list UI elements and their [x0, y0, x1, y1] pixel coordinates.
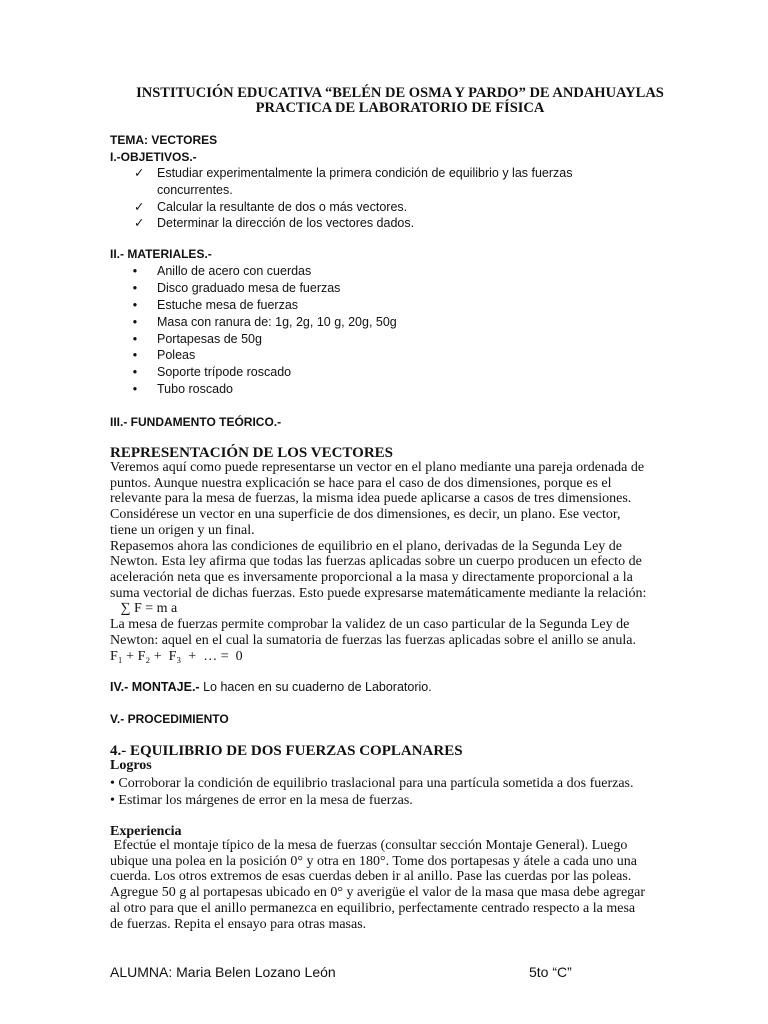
montaje-row: [110, 680, 432, 694]
bullet-icon: •: [132, 365, 138, 379]
text-line: cuerda. Los otros extremos de esas cuerdas deben ir al anillo. Pase las cuerdas por las poleas.: [110, 869, 632, 885]
text-line: tiene un origen y un final.: [110, 522, 255, 538]
list-item: • Corroborar la condición de equilibrio traslacional para una partícula sometida a dos fuerzas.: [110, 776, 634, 791]
text-line: La mesa de fuerzas permite comprobar la validez de un caso particular de la Segunda Ley de: [110, 617, 630, 633]
fundamento-text: [110, 460, 670, 665]
text-line: relevante para la mesa de fuerzas, la misma idea puede aplicarse a casos de tres dimensiones.: [110, 491, 632, 507]
fundamento-heading: III.- FUNDAMENTO TEÓRICO.-: [110, 415, 282, 429]
checkmark-icon: ✓: [134, 200, 145, 214]
text-line: Efectúe el montaje típico de la mesa de fuerzas (consultar sección Montaje General). Luego: [110, 838, 628, 853]
experiencia-text: [110, 838, 670, 932]
bullet-icon: •: [132, 264, 138, 278]
montaje-text: Lo hacen en su cuaderno de Laboratorio.: [199, 680, 432, 694]
tema-heading: TEMA: VECTORES: [110, 133, 218, 147]
list-item: • Estimar los márgenes de error en la mesa de fuerzas.: [110, 793, 413, 808]
text-line: de fuerzas. Repita el ensayo para otras masas.: [110, 916, 367, 932]
text-line: al otro para que el anillo permanezca en equilibrio, perfectamente centrado respecto a la mesa: [110, 900, 636, 916]
document-page: INSTITUCIÓN EDUCATIVA “BELÉN DE OSMA Y PARDO” DE ANDAHUAYLAS PRACTICA DE LABORATORIO DE FÍSICA TEMA: VECTORES I.-OBJETIVOS.- ✓ Estudiar experimentalmente la primera condición de equilibrio y las fuerzas concurrentes. ✓ Calcular la resultante de dos o más vectores. ✓ Determinar la dirección de los vectores dados. II.- MATERIALES.- • Anillo de acero con cuerdas • Disco graduado mesa de fuerzas • Estuche mesa de fuerzas • Masa con ranura de: 1g, 2g, 10 g, 20g, 50g • Portapesas de 50g • Poleas • Soporte trípode roscado • Tubo roscado III.- FUNDAMENTO TEÓRICO.- REPRESENTACIÓN DE LOS VECTORES Veremos aquí como puede representarse un vector en el plano mediante una pareja ordenada de puntos. Aunque nuestra explicación se hace para el caso de dos dimensiones, porque es el relevante para la mesa de fuerzas, la misma idea puede aplicarse a casos de tres dimensiones. Considérese un vector en una superficie de dos dimensiones, es decir, un plano. Ese vector, tiene un origen y un final. Repasemos ahora las condiciones de equilibrio en el plano, derivadas de la Segunda Ley de Newton. Esta ley afirma que todas las fuerzas aplicadas sobre un cuerpo producen un efecto de aceleración neta que es inversamente proporcional a la masa y directamente proporcional a la suma vectorial de dichas fuerzas. Esto puede expresarse matemáticamente mediante la relación: ∑ F = m a La mesa de fuerzas permite comprobar la validez de un caso particular de la Segunda Ley de Newton: aquel en el cual la sumatoria de fuerzas las fuerzas aplicadas sobre el anillo se anula. F₁ + F₂ + F₃ + … = 0 IV.- MONTAJE.- Lo hacen en su cuaderno de Laboratorio. V.- PROCEDIMIENTO 4.- EQUILIBRIO DE DOS FUERZAS COPLANARES Logros • Corroborar la condición de equilibrio traslacional para una partícula sometida a dos fuerzas. • Estimar los márgenes de error en la mesa de fuerzas. Experiencia Efectúe el montaje típico de la mesa de fuerzas (consultar sección Montaje General). Luego ubique una polea en la posición 0° y otra en 180°. Tome dos portapesas y átele a cada uno una cuerda. Los otros extremos de esas cuerdas deben ir al anillo. Pase las cuerdas por las poleas. Agregue 50 g al portapesas ubicado en 0° y averigüe el valor de la masa que masa debe agregar al otro para que el anillo permanezca en equilibrio, perfectamente centrado respecto a la mesa de fuerzas. Repita el ensayo para otras masas. ALUMNA: Maria Belen Lozano León 5to “C”: [0, 0, 768, 1024]
procedimiento-heading: V.- PROCEDIMIENTO: [110, 712, 229, 726]
text-line: Agregue 50 g al portapesas ubicado en 0° y averigüe el valor de la masa que masa debe agregar: [110, 885, 646, 901]
text-line: ubique una polea en la posición 0° y otra en 180°. Tome dos portapesas y átele a cada uno una: [110, 853, 638, 869]
bullet-icon: •: [132, 281, 138, 295]
section-subheading: REPRESENTACIÓN DE LOS VECTORES: [110, 445, 393, 461]
bullet-icon: •: [132, 315, 138, 329]
bullet-icon: •: [132, 332, 138, 346]
objetivos-heading: I.-OBJETIVOS.-: [110, 150, 197, 164]
student-name: ALUMNA: Maria Belen Lozano León: [110, 964, 336, 980]
materiales-heading: II.- MATERIALES.-: [110, 247, 212, 261]
experiencia-label: Experiencia: [110, 824, 182, 839]
equation: F₁ + F₂ + F₃ + … = 0: [110, 649, 243, 665]
text-line: Newton: aquel en el cual la sumatoria de fuerzas las fuerzas aplicadas sobre el anillo se anula.: [110, 632, 636, 648]
bullet-icon: •: [132, 298, 138, 312]
text-line: Considérese un vector en una superficie de dos dimensiones, es decir, un plano. Ese vector,: [110, 507, 621, 523]
header-line-1: INSTITUCIÓN EDUCATIVA “BELÉN DE OSMA Y PARDO” DE ANDAHUAYLAS: [136, 85, 664, 101]
checkmark-icon: ✓: [134, 166, 145, 180]
text-line: Veremos aquí como puede representarse un vector en el plano mediante una pareja ordenada de: [110, 460, 645, 475]
checkmark-icon: ✓: [134, 216, 145, 230]
logros-label: Logros: [110, 758, 152, 773]
text-line: Repasemos ahora las condiciones de equilibrio en el plano, derivadas de la Segunda Ley de: [110, 538, 622, 554]
student-grade: 5to “C”: [529, 964, 572, 980]
bullet-icon: •: [132, 348, 138, 362]
montaje-heading: IV.- MONTAJE.-: [110, 680, 200, 694]
section-subheading: 4.- EQUILIBRIO DE DOS FUERZAS COPLANARES: [110, 743, 463, 759]
text-line: Newton. Esta ley afirma que todas las fuerzas aplicadas sobre un cuerpo producen un efecto de: [110, 554, 642, 570]
bullet-icon: •: [132, 382, 138, 396]
header-line-2: PRACTICA DE LABORATORIO DE FÍSICA: [255, 100, 545, 116]
text-line: suma vectorial de dichas fuerzas. Esto puede expresarse matemáticamente mediante la relación:: [110, 585, 647, 601]
logros-list: [110, 775, 670, 809]
text-line: aceleración neta que es inversamente proporcional a la masa y directamente proporcional a la: [110, 569, 633, 585]
equation: ∑ F = m a: [110, 601, 178, 617]
text-line: puntos. Aunque nuestra explicación se hace para el caso de dos dimensiones, porque es el: [110, 475, 612, 491]
